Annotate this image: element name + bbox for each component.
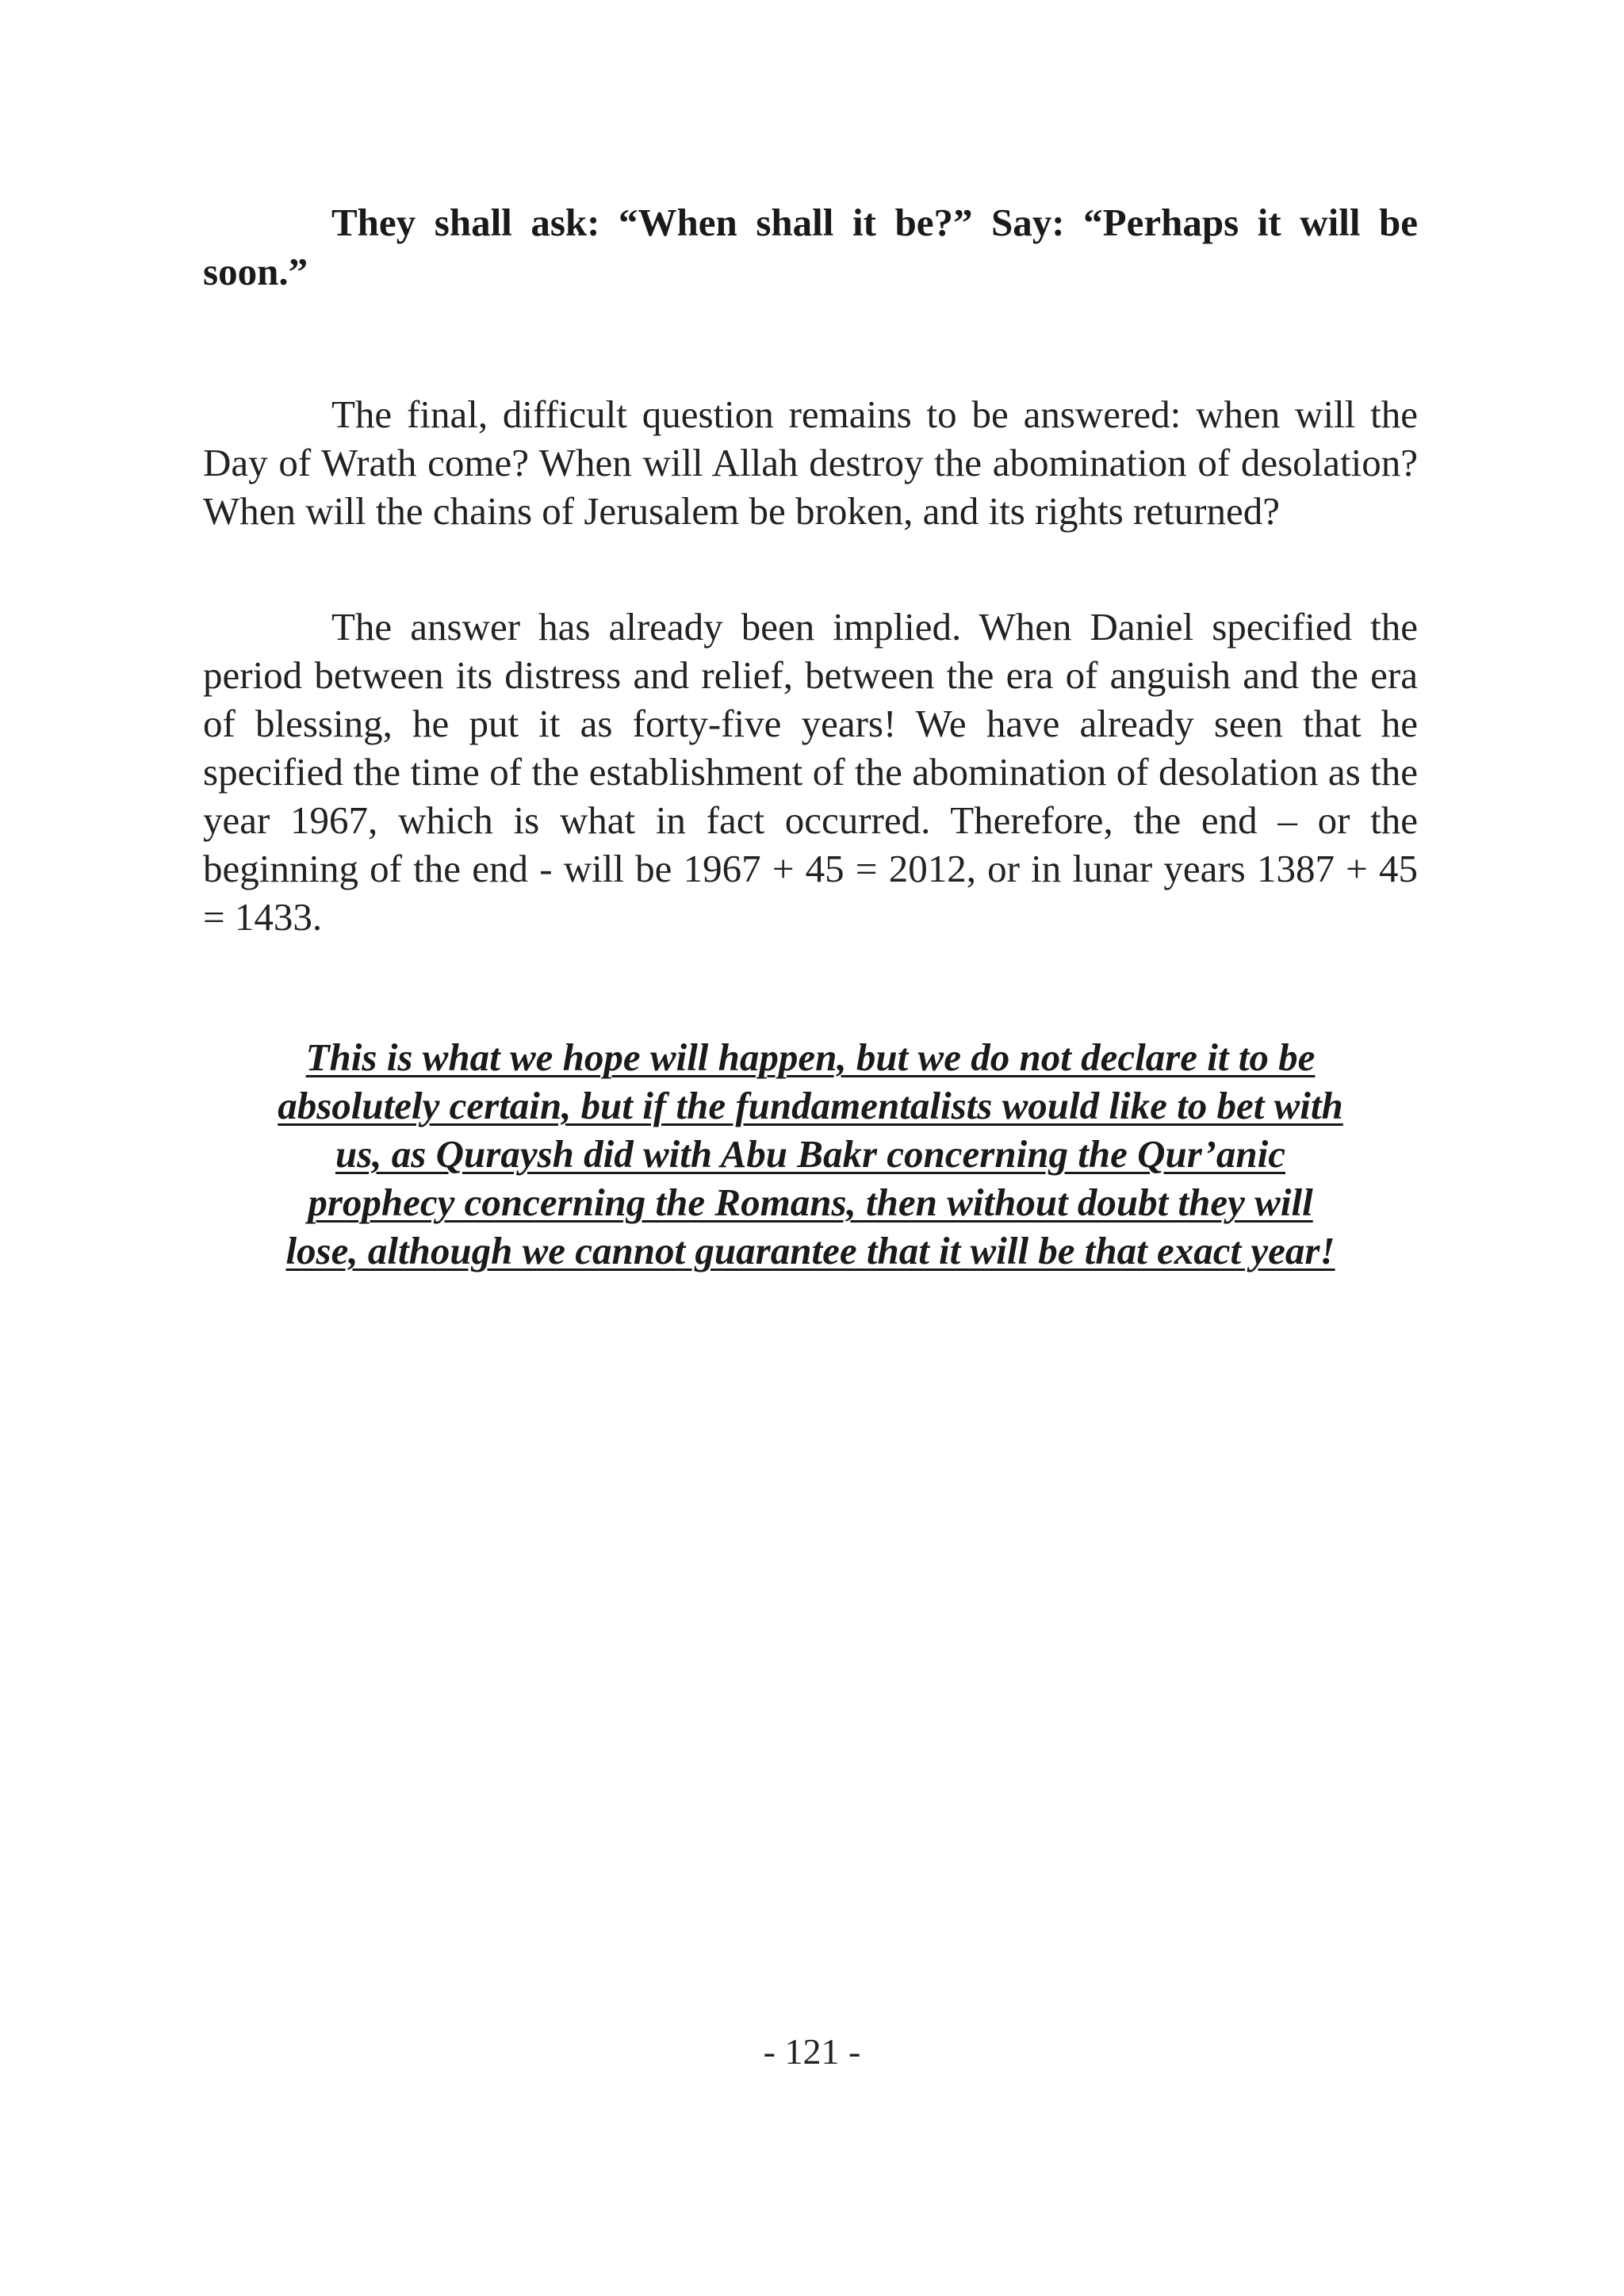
- paragraph-answer: The answer has already been implied. When Daniel specified the period between its distress and relief, between the era of anguish and the era of blessing, he put it as forty-five years! We have already seen that he specified the time of the establishment of the abomination of desolation as the year 1967, which is what in fact occurred. Therefore, the end – or the beginning of the end - will be 1967 + 45 = 2012, or in lunar years 1387 + 45 = 1433.: [203, 605, 1418, 939]
- emphasis-line: absolutely certain, but if the fundamentalists would like to bet with: [278, 1084, 1343, 1127]
- emphasis-line: us, as Quraysh did with Abu Bakr concerning the Qur’anic: [335, 1132, 1286, 1176]
- emphasis-line: This is what we hope will happen, but we do not declare it to be: [305, 1035, 1316, 1079]
- page-number: - 121 -: [763, 2031, 861, 2072]
- paragraph-final-question: The final, difficult question remains to be answered: when will the Day of Wrath come? When will Allah destroy the abomination of desolation? When will the chains of Jerusalem be broken, and its rights returned?: [203, 392, 1418, 533]
- emphasis-note: [203, 1033, 1418, 1275]
- emphasis-line: prophecy concerning the Romans, then without doubt they will: [308, 1181, 1313, 1224]
- emphasis-line: lose, although we cannot guarantee that it will be that exact year!: [285, 1229, 1335, 1272]
- quran-quote: They shall ask: “When shall it be?” Say: “Perhaps it will be soon.”: [203, 201, 1418, 293]
